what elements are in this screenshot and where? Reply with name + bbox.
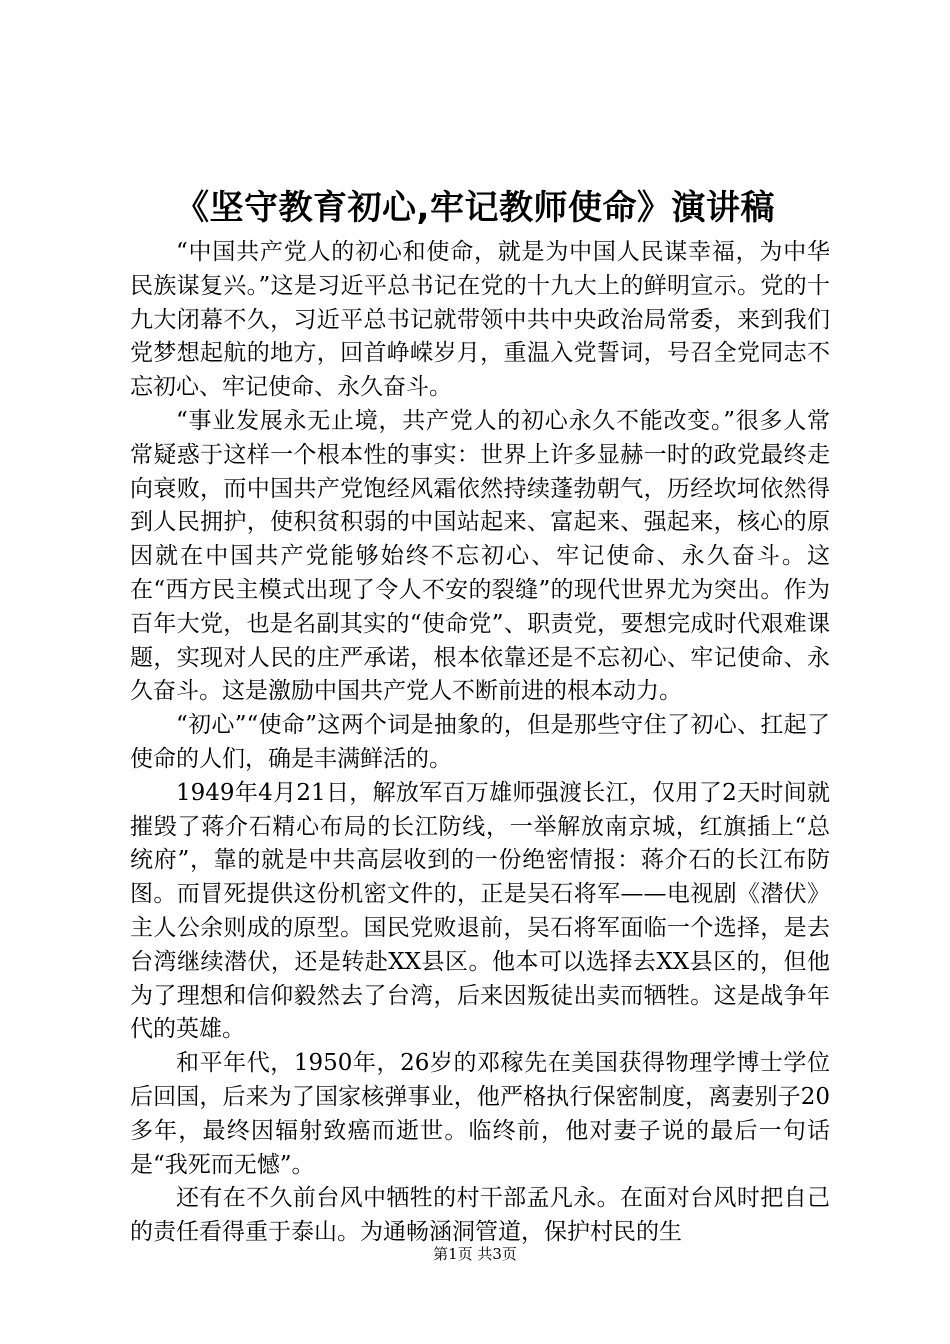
document-body (130, 236, 830, 1250)
page-footer: 第1页 共3页 (433, 1245, 517, 1263)
paragraph-5: 和平年代，1950年，26岁的邓稼先在美国获得物理学博士学位后回国，后来为了国家核弹事业，他严格执行保密制度，离妻别子20多年，最终因辐射致癌而逝世。临终前，他对妻子说的最后一句话是“我死而无憾”。 (130, 1050, 830, 1178)
paragraph-2: “事业发展永无止境，共产党人的初心永久不能改变。”很多人常常疑惑于这样一个根本性的事实：世界上许多显赫一时的政党最终走向衰败，而中国共产党饱经风霜依然持续蓬勃朝气，历经坎坷依然得到人民拥护，使积贫积弱的中国站起来、富起来、强起来，核心的原因就在中国共产党能够始终不忘初心、牢记使命、永久奋斗。这在“西方民主模式出现了令人不安的裂缝”的现代世界尤为突出。作为百年大党，也是名副其实的“使命党”、职责党，要想完成时代艰难课题，实现对人民的庄严承诺，根本依靠还是不忘初心、牢记使命、永久奋斗。这是激励中国共产党人不断前进的根本动力。 (130, 407, 830, 705)
paragraph-4: 1949年4月21日，解放军百万雄师强渡长江，仅用了2天时间就摧毁了蒋介石精心布局的长江防线，一举解放南京城，红旗插上“总统府”，靠的就是中共高层收到的一份绝密情报：蒋介石的长江布防图。而冒死提供这份机密文件的，正是吴石将军——电视剧《潜伏》主人公余则成的原型。国民党败退前，吴石将军面临一个选择，是去台湾继续潜伏，还是转赴XX县区。他本可以选择去XX县区的，但他为了理想和信仰毅然去了台湾，后来因叛徒出卖而牺牲。这是战争年代的英雄。 (130, 779, 830, 1043)
document-title: 《坚守教育初心,牢记教师使命》演讲稿 (175, 188, 775, 228)
paragraph-3: “初心”“使命”这两个词是抽象的，但是那些守住了初心、扛起了使命的人们，确是丰满鲜活的。 (130, 712, 830, 772)
paragraph-1: “中国共产党人的初心和使命，就是为中国人民谋幸福，为中华民族谋复兴。”这是习近平总书记在党的十九大上的鲜明宣示。党的十九大闭幕不久，习近平总书记就带领中共中央政治局常委，来到我们党梦想起航的地方，回首峥嵘岁月，重温入党誓词，号召全党同志不忘初心、牢记使命、永久奋斗。 (130, 239, 830, 401)
paragraph-6: 还有在不久前台风中牺牲的村干部孟凡永。在面对台风时把自己的责任看得重于泰山。为通畅涵洞管道，保护村民的生 (130, 1185, 830, 1246)
